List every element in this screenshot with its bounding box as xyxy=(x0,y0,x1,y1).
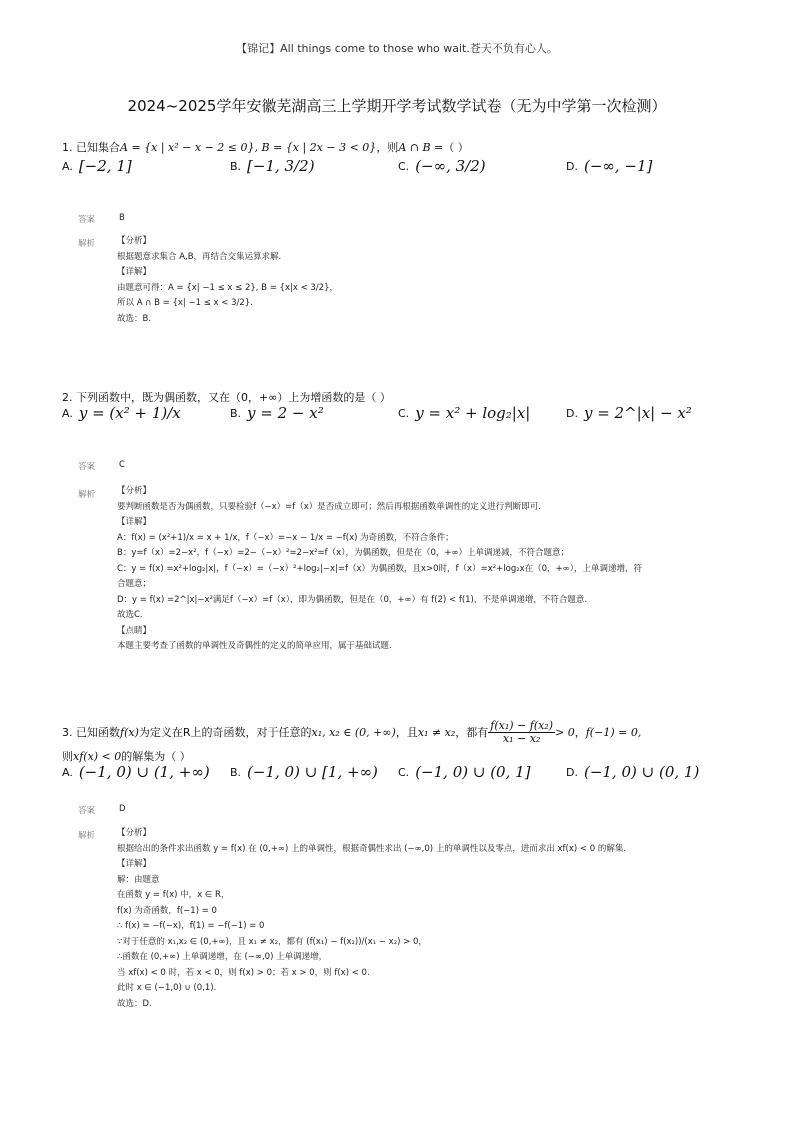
question-3-options xyxy=(62,763,752,799)
q1-analysis: 【分析】 根据题意求集合 A,B，再结合交集运算求解. 【详解】 由题意可得：A = {x| −1 ≤ x ≤ 2}, B = {x|x < 3/2}， 所以 A ∩ B = {x| −1 ≤ x < 3/2}. 故选：B. xyxy=(117,236,338,324)
q2-option-c[interactable]: C. y = x² + log₂|x| xyxy=(398,404,531,422)
q2-analysis-label: 解析 xyxy=(78,490,96,500)
q3-analysis: 【分析】 根据给出的条件求出函数 y = f(x) 在 (0,+∞) 上的单调性，根据奇偶性求出 (−∞,0) 上的单调性以及零点，进而求出 xf(x) < 0 的解集. 【详解】 解：由题意 在函数 y = f(x) 中，x ∈ R， f(x) 为奇函数，f(−1) = 0 ∴ f(x) = −f(−x)，f(1) = −f(−1) = 0 ∵对于任意的 x₁,x₂ ∈ (0,+∞)，且 x₁ ≠ x₂，都有 (f(x₁) − f(x₂))/(x₁ − x₂) > 0， ∴函数在 (0,+∞) 上单调递增，在 (−∞,0) 上单调递增， 当 xf(x) < 0 时，若 x < 0，则 f(x) > 0；若 x > 0，则 f(x) < 0. 此时 x ∈ (−1,0) ∪ (0,1). 故选：D. xyxy=(117,828,627,1009)
q2-option-d[interactable]: D. y = 2^|x| − x² xyxy=(566,404,692,422)
question-3-stem: 3. 已知函数 f(x) 为定义在R上的奇函数，对于任意的 x₁, x₂ ∈ (0, +∞) ，且 x₁ ≠ x₂ ，都有 $\frac{\text{f(x₁) − f(x₂)}}{\text{x₁ − x₂}}$ > 0 ， f(−1) = 0, xyxy=(62,719,642,745)
q3-answer: 答案 D xyxy=(78,804,126,816)
q3-option-d[interactable]: D. (−1, 0) ∪ (0, 1) xyxy=(566,763,700,781)
q1-option-d[interactable]: D. (−∞, −1] xyxy=(566,157,653,175)
q2-option-b[interactable]: B. y = 2 − x² xyxy=(230,404,324,422)
question-1-stem: 1. 已知集合A = {x | x² − x − 2 ≤ 0}, B = {x | 2x − 3 < 0}，则A ∩ B =（ ） xyxy=(62,141,469,154)
q3-option-c[interactable]: C. (−1, 0) ∪ (0, 1] xyxy=(398,763,531,781)
page-title: 2024~2025学年安徽芜湖高三上学期开学考试数学试卷（无为中学第一次检测） xyxy=(127,97,667,115)
q1-answer: 答案 B xyxy=(78,213,125,225)
q2-option-a[interactable]: A. y = (x² + 1)/x xyxy=(62,404,181,422)
set-b: , B = {x | 2x − 3 < 0} xyxy=(254,141,377,154)
q1-option-b[interactable]: B. [−1, 3/2) xyxy=(230,157,315,175)
question-2-options xyxy=(62,404,752,440)
set-a: A = {x | x² − x − 2 ≤ 0} xyxy=(120,141,255,154)
q2-answer: 答案 C xyxy=(78,460,125,472)
q2-analysis: 【分析】 要判断函数是否为偶函数，只要检验f（−x）=f（x）是否成立即可；然后再根据函数单调性的定义进行判断即可. 【详解】 A：f(x) = (x²+1)/x = x + 1/x，f（−x）=−x − 1/x = −f(x) 为奇函数，不符合条件； B：y=f（x）=2−x²，f（−x）=2−（−x）²=2−x²=f（x），为偶函数，但是在（0，+∞）上单调递减，不符合题意； C：y = f(x) =x²+log₂|x|，f（−x）=（−x）²+log₂|−x|=f（x）为偶函数，且x>0时，f（x）=x²+log₂x在（0，+∞），上单调递增，符 合题意； D：y = f(x) =2^|x|−x²满足f（−x）=f（x），即为偶函数，但是在（0，+∞）有 f(2) < f(1)，不是单调递增，不符合题意. 故选C. 【点睛】 本题主要考查了函数的单调性及奇偶性的定义的简单应用，属于基础试题. xyxy=(117,486,643,651)
question-2-stem: 2. 下列函数中，既为偶函数，又在（0，+∞）上为增函数的是（ ） xyxy=(62,391,391,404)
question-3-stem-2: 则xf(x) < 0的解集为（ ） xyxy=(62,750,191,763)
q1-option-c[interactable]: C. (−∞, 3/2) xyxy=(398,157,486,175)
question-1-options xyxy=(62,157,752,193)
q3-option-b[interactable]: B. (−1, 0) ∪ [1, +∞) xyxy=(230,763,378,781)
difference-quotient: $\frac{\text{f(x₁) − f(x₂)}}{\text{x₁ − x₂}}$ xyxy=(490,719,554,745)
q1-option-a[interactable]: A. [−2, 1] xyxy=(62,157,132,175)
q3-option-a[interactable]: A. (−1, 0) ∪ (1, +∞) xyxy=(62,763,210,781)
q1-analysis-label: 解析 xyxy=(78,239,96,249)
q3-analysis-label: 解析 xyxy=(78,831,96,841)
page-header: 【锦记】All things come to those who wait.苍天不负有心人。 xyxy=(236,42,558,55)
